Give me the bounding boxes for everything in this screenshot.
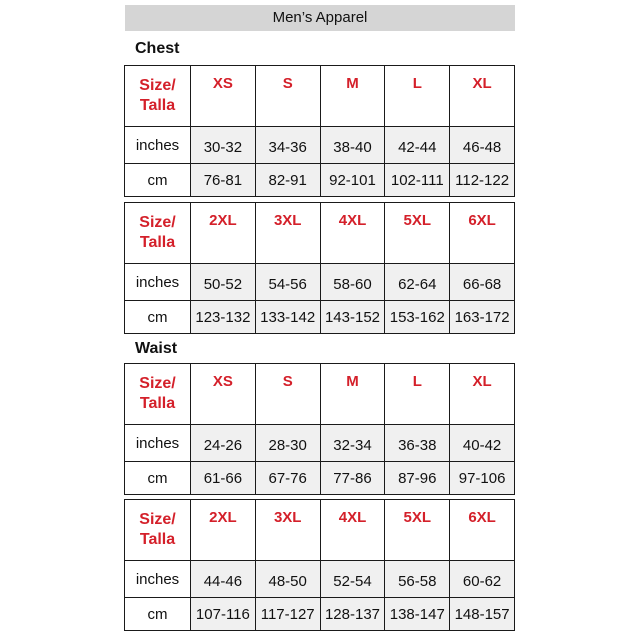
- size-header: XL: [450, 66, 515, 127]
- section-title-waist: Waist: [135, 340, 178, 357]
- measurement-cell: 58-60: [320, 264, 385, 301]
- measurement-cell: 30-32: [191, 127, 256, 164]
- chest-table-extended: [124, 202, 515, 334]
- measurement-cell: 50-52: [191, 264, 256, 301]
- table-row: [125, 301, 515, 334]
- measurement-cell: 60-62: [450, 561, 515, 598]
- size-talla-label: Size/ Talla: [125, 500, 191, 561]
- row-label-inches: inches: [125, 425, 191, 462]
- measurement-cell: 61-66: [191, 462, 256, 495]
- measurement-cell: 67-76: [255, 462, 320, 495]
- size-header: M: [320, 66, 385, 127]
- section-title-chest: Chest: [135, 40, 180, 57]
- size-header: M: [320, 364, 385, 425]
- row-label-inches: inches: [125, 127, 191, 164]
- measurement-cell: 52-54: [320, 561, 385, 598]
- row-label-inches: inches: [125, 264, 191, 301]
- measurement-cell: 102-111: [385, 164, 450, 197]
- measurement-cell: 46-48: [450, 127, 515, 164]
- size-header: S: [255, 66, 320, 127]
- measurement-cell: 28-30: [255, 425, 320, 462]
- table-header-row: [125, 500, 515, 561]
- measurement-cell: 123-132: [191, 301, 256, 334]
- measurement-cell: 76-81: [191, 164, 256, 197]
- size-talla-label: Size/ Talla: [125, 364, 191, 425]
- measurement-cell: 87-96: [385, 462, 450, 495]
- measurement-cell: 62-64: [385, 264, 450, 301]
- measurement-cell: 143-152: [320, 301, 385, 334]
- measurement-cell: 138-147: [385, 598, 450, 631]
- size-header: 6XL: [450, 203, 515, 264]
- size-header: 2XL: [191, 500, 256, 561]
- table-header-row: [125, 66, 515, 127]
- waist-table-standard: [124, 363, 515, 495]
- measurement-cell: 36-38: [385, 425, 450, 462]
- measurement-cell: 107-116: [191, 598, 256, 631]
- measurement-cell: 133-142: [255, 301, 320, 334]
- size-header: 5XL: [385, 203, 450, 264]
- measurement-cell: 42-44: [385, 127, 450, 164]
- row-label-cm: cm: [125, 301, 191, 334]
- size-header: XS: [191, 364, 256, 425]
- measurement-cell: 48-50: [255, 561, 320, 598]
- measurement-cell: 112-122: [450, 164, 515, 197]
- size-header: 2XL: [191, 203, 256, 264]
- measurement-cell: 117-127: [255, 598, 320, 631]
- table-row: [125, 425, 515, 462]
- row-label-inches: inches: [125, 561, 191, 598]
- measurement-cell: 148-157: [450, 598, 515, 631]
- measurement-cell: 92-101: [320, 164, 385, 197]
- size-header: 3XL: [255, 500, 320, 561]
- table-row: [125, 561, 515, 598]
- size-header: XS: [191, 66, 256, 127]
- table-row: [125, 264, 515, 301]
- size-header: 5XL: [385, 500, 450, 561]
- size-header: 3XL: [255, 203, 320, 264]
- measurement-cell: 97-106: [450, 462, 515, 495]
- measurement-cell: 163-172: [450, 301, 515, 334]
- measurement-cell: 32-34: [320, 425, 385, 462]
- size-header: S: [255, 364, 320, 425]
- measurement-cell: 77-86: [320, 462, 385, 495]
- measurement-cell: 128-137: [320, 598, 385, 631]
- measurement-cell: 82-91: [255, 164, 320, 197]
- table-header-row: [125, 203, 515, 264]
- table-row: [125, 127, 515, 164]
- size-header: 6XL: [450, 500, 515, 561]
- row-label-cm: cm: [125, 164, 191, 197]
- size-header: 4XL: [320, 500, 385, 561]
- table-row: [125, 164, 515, 197]
- measurement-cell: 40-42: [450, 425, 515, 462]
- measurement-cell: 24-26: [191, 425, 256, 462]
- size-header: XL: [450, 364, 515, 425]
- waist-table-extended: [124, 499, 515, 631]
- table-row: [125, 462, 515, 495]
- row-label-cm: cm: [125, 598, 191, 631]
- measurement-cell: 54-56: [255, 264, 320, 301]
- measurement-cell: 66-68: [450, 264, 515, 301]
- row-label-cm: cm: [125, 462, 191, 495]
- measurement-cell: 44-46: [191, 561, 256, 598]
- size-talla-label: Size/ Talla: [125, 203, 191, 264]
- size-header: 4XL: [320, 203, 385, 264]
- size-talla-label: Size/ Talla: [125, 66, 191, 127]
- page-title: Men’s Apparel: [125, 5, 515, 31]
- table-row: [125, 598, 515, 631]
- measurement-cell: 56-58: [385, 561, 450, 598]
- size-header: L: [385, 66, 450, 127]
- table-header-row: [125, 364, 515, 425]
- size-header: L: [385, 364, 450, 425]
- measurement-cell: 38-40: [320, 127, 385, 164]
- measurement-cell: 153-162: [385, 301, 450, 334]
- chest-table-standard: [124, 65, 515, 197]
- measurement-cell: 34-36: [255, 127, 320, 164]
